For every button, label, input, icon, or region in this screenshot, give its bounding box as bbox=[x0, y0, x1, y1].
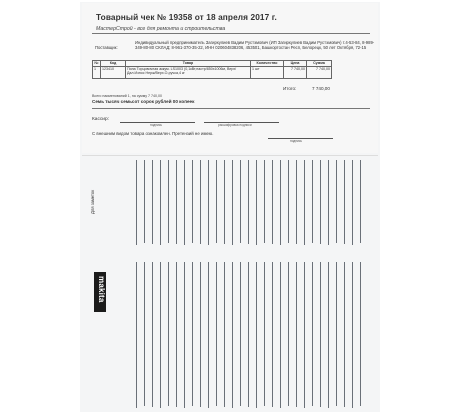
page-fold bbox=[82, 155, 378, 156]
ruled-line bbox=[288, 160, 289, 243]
col-num: № bbox=[94, 61, 99, 66]
ruled-line bbox=[280, 262, 281, 408]
divider bbox=[92, 33, 370, 34]
claims-statement: С внешним видом товара ознакомлен. Претензий не имею. bbox=[92, 131, 214, 136]
ruled-line bbox=[256, 160, 257, 245]
table-row bbox=[93, 66, 332, 79]
cell-product: Пила Торцовочная аккум. LS1003 (0,1кВт,настр/850x1006м, Верх/Дал.Износ Нерж/Верх.О-ручка,4 кг bbox=[126, 66, 251, 79]
makita-logo-text: makita bbox=[97, 276, 106, 303]
ruled-line bbox=[152, 160, 153, 244]
ruled-line bbox=[176, 160, 177, 244]
ruled-line bbox=[272, 262, 273, 407]
ruled-line bbox=[136, 262, 137, 408]
ruled-line bbox=[136, 160, 137, 245]
ruled-line bbox=[312, 262, 313, 406]
receipt-subtitle: МастерСтрой - все для ремонта и строительства bbox=[96, 26, 226, 32]
col-price: Цена bbox=[284, 61, 307, 67]
makita-logo bbox=[94, 272, 106, 312]
ruled-line bbox=[160, 160, 161, 245]
ruled-line bbox=[360, 262, 361, 406]
ruled-line bbox=[144, 262, 145, 406]
total-value: 7 740,00 bbox=[312, 86, 330, 91]
ruled-line bbox=[360, 160, 361, 243]
col-quantity: Количество bbox=[251, 61, 284, 67]
ruled-line bbox=[232, 262, 233, 408]
ruled-line bbox=[312, 160, 313, 243]
cell-quantity: 1 шт bbox=[251, 66, 284, 79]
ruled-line bbox=[248, 160, 249, 244]
ruled-line bbox=[200, 262, 201, 407]
ruled-line bbox=[280, 160, 281, 245]
items-table bbox=[92, 60, 332, 79]
ruled-line bbox=[184, 262, 185, 408]
ruled-line bbox=[184, 160, 185, 245]
supplier-label: Поставщик: bbox=[95, 45, 118, 50]
ruled-lines-upper bbox=[136, 160, 368, 245]
ruled-line bbox=[344, 160, 345, 244]
ruled-line bbox=[216, 160, 217, 243]
ruled-line bbox=[288, 262, 289, 406]
ruled-line bbox=[264, 262, 265, 406]
ruled-line bbox=[152, 262, 153, 407]
ruled-line bbox=[320, 262, 321, 407]
ruled-line bbox=[240, 262, 241, 406]
ruled-line bbox=[176, 262, 177, 407]
ruled-line bbox=[232, 160, 233, 245]
notes-label: Для заметок bbox=[90, 189, 95, 214]
ruled-line bbox=[352, 160, 353, 245]
item-count-text: Всего наименований 1, на сумму 7 740,00 bbox=[92, 94, 163, 98]
ruled-line bbox=[296, 262, 297, 407]
ruled-lines-lower bbox=[136, 262, 368, 408]
cell-price: 7 740,00 bbox=[284, 66, 307, 79]
cashier-label: Кассир: bbox=[92, 117, 109, 122]
ruled-line bbox=[160, 262, 161, 408]
col-product: Товар bbox=[126, 61, 251, 67]
ruled-line bbox=[296, 160, 297, 244]
ruled-line bbox=[192, 262, 193, 406]
ruled-line bbox=[144, 160, 145, 243]
ruled-line bbox=[200, 160, 201, 244]
divider bbox=[92, 108, 370, 109]
ruled-line bbox=[272, 160, 273, 244]
cell-sum: 7 740,00 bbox=[307, 66, 332, 79]
ruled-line bbox=[192, 160, 193, 243]
cell-num: 1 bbox=[93, 66, 101, 79]
customer-signature-caption: подпись bbox=[290, 139, 303, 143]
total-in-words: Семь тысяч семьсот сорок рублей 00 копеек bbox=[92, 99, 195, 104]
total-label: Итого: bbox=[283, 86, 297, 91]
signature-caption: подпись bbox=[150, 123, 163, 127]
ruled-line bbox=[208, 262, 209, 408]
ruled-line bbox=[336, 160, 337, 243]
ruled-line bbox=[320, 160, 321, 244]
ruled-line bbox=[352, 262, 353, 408]
ruled-line bbox=[328, 160, 329, 245]
ruled-line bbox=[168, 160, 169, 243]
ruled-line bbox=[168, 262, 169, 406]
supplier-details: Индивидуальный предприниматель Загиркулиев Вадим Рустэмович (ИП Загиркулиев Вадим Рустэмович) т.4-53-84, 8-989-349-80-80 СКЛАД: 8-961-370-35-22, ИНН 020604838206, 453501, Башкортостан Респ, Белорецк, 50 лет Октября, 72-15 bbox=[135, 40, 375, 51]
ruled-line bbox=[328, 262, 329, 408]
ruled-line bbox=[248, 262, 249, 407]
ruled-line bbox=[216, 262, 217, 406]
ruled-line bbox=[304, 160, 305, 245]
cell-code: 123410 bbox=[101, 66, 126, 79]
ruled-line bbox=[344, 262, 345, 407]
ruled-line bbox=[256, 262, 257, 408]
ruled-line bbox=[264, 160, 265, 243]
ruled-line bbox=[336, 262, 337, 406]
ruled-line bbox=[224, 262, 225, 407]
ruled-line bbox=[224, 160, 225, 244]
ruled-line bbox=[240, 160, 241, 243]
col-sum: Сумма bbox=[307, 61, 332, 67]
receipt-title: Товарный чек № 19358 от 18 апреля 2017 г. bbox=[96, 12, 277, 22]
signature-name-caption: расшифровка подписи bbox=[218, 123, 252, 127]
ruled-line bbox=[304, 262, 305, 408]
col-code: Код bbox=[101, 61, 126, 67]
ruled-line bbox=[208, 160, 209, 245]
